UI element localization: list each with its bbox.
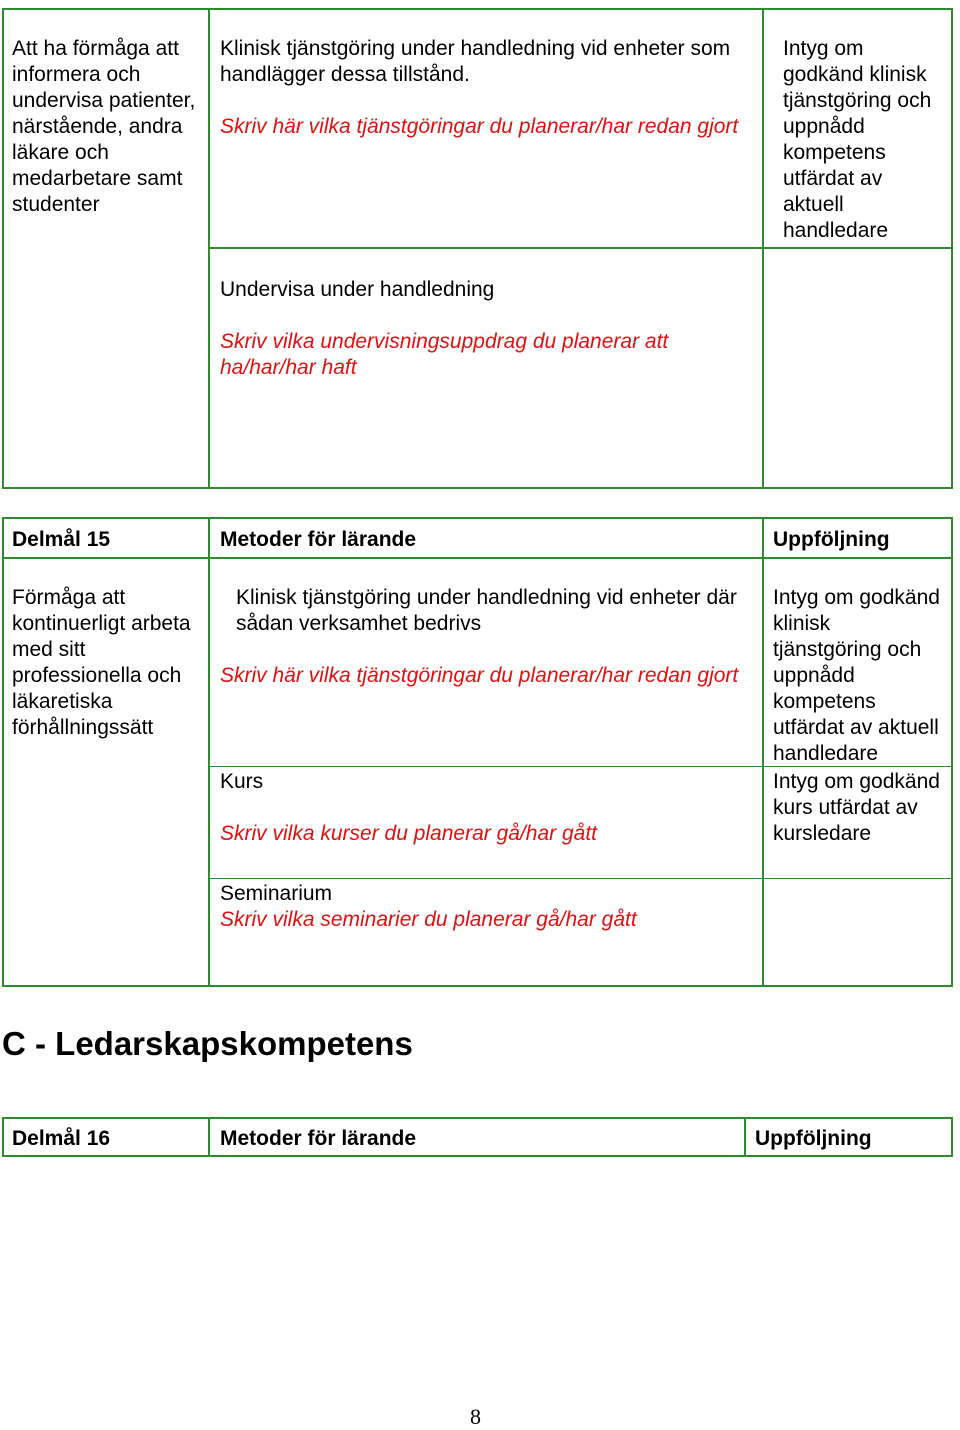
- goal-forhallningssatt-text: Förmåga att kontinuerligt arbeta med sitt professionella och läkaretiska förhållningssätt: [12, 586, 191, 739]
- method-seminarium-title: Seminarium: [220, 882, 333, 905]
- method-undervisa-title: Undervisa under handledning: [220, 278, 495, 301]
- method-kurs-hint: Skriv vilka kurser du planerar gå/har gått: [220, 822, 598, 845]
- goal-informera-text: Att ha förmåga att informera och undervisa patienter, närstående, andra läkare och medarbetare samt studenter: [12, 37, 196, 216]
- header-delmal-15: Delmål 15: [12, 528, 111, 551]
- header-delmal-16: Delmål 16: [12, 1127, 111, 1150]
- followup-intyg-kursledare: Intyg om godkänd kurs utfärdat av kursledare: [773, 770, 940, 845]
- page-number: 8: [470, 1404, 481, 1429]
- section-heading: C - Ledarskapskompetens: [2, 1025, 413, 1062]
- method-klinisk-hint: Skriv här vilka tjänstgöringar du planerar/har redan gjort: [220, 664, 739, 687]
- header-uppfoljning: Uppföljning: [755, 1127, 872, 1150]
- followup-intyg-handledare: Intyg om godkänd klinisk tjänstgöring och uppnådd kompetens utfärdat av aktuell handledare: [783, 37, 932, 242]
- header-metoder: Metoder för lärande: [220, 1127, 417, 1150]
- method-klinisk-title: Klinisk tjänstgöring under handledning vid enheter där sådan verksamhet bedrivs: [236, 586, 737, 635]
- method-klinisk-hint: Skriv här vilka tjänstgöringar du planerar/har redan gjort: [220, 115, 739, 138]
- method-klinisk-title: Klinisk tjänstgöring under handledning vid enheter som handlägger dessa tillstånd.: [220, 37, 731, 86]
- header-uppfoljning: Uppföljning: [773, 528, 890, 551]
- method-seminarium-hint: Skriv vilka seminarier du planerar gå/har gått: [220, 908, 637, 931]
- method-undervisa-hint: Skriv vilka undervisningsuppdrag du planerar att ha/har/har haft: [220, 330, 669, 379]
- method-kurs-title: Kurs: [220, 770, 264, 793]
- followup-intyg-handledare: Intyg om godkänd klinisk tjänstgöring och uppnådd kompetens utfärdat av aktuell handledare: [773, 586, 940, 765]
- header-metoder: Metoder för lärande: [220, 528, 417, 551]
